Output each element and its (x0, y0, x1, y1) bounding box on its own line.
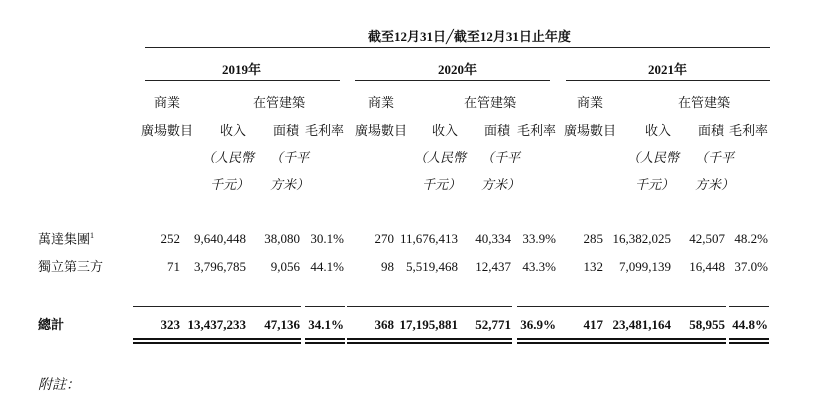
gfa-unit-line1-2020: （千平 (481, 150, 521, 165)
total-double-rule (729, 342, 769, 344)
row-label-wanda-group: 萬達集團$^1$ (38, 231, 95, 247)
gfa-unit-line2-2019: 方米） (270, 177, 310, 192)
total-revenue-2020: 17,195,881 (399, 317, 458, 332)
year-2020-rule (355, 80, 550, 81)
total-revenue-2019: 13,437,233 (187, 317, 246, 332)
cell-revenue-2020: 11,676,413 (399, 231, 458, 246)
gfa-header-line2-2020: 面積 (484, 123, 511, 138)
revenue-unit-line2-2021: 千元） (635, 177, 675, 192)
cell-revenue-2020: 5,519,468 (406, 259, 458, 274)
subtotal-rule (381, 306, 459, 307)
gfa-header-line1-2020: 在管建築 (464, 95, 517, 110)
total-label: 總計 (38, 317, 65, 332)
malls-header-line1-2020: 商業 (368, 95, 395, 110)
subtotal-rule (594, 306, 672, 307)
cell-gfa-2020: 12,437 (475, 259, 511, 274)
margin-header-2021: 毛利率 (729, 123, 769, 138)
total-malls-2019: 323 (160, 317, 180, 332)
gfa-header-line1-2021: 在管建築 (678, 95, 731, 110)
total-double-rule (517, 338, 557, 340)
total-margin-2019: 34.1% (308, 317, 344, 332)
total-double-rule (247, 338, 301, 340)
total-double-rule (169, 338, 247, 340)
subtotal-rule (517, 306, 557, 307)
row-label-independent-third-parties: 獨立第三方 (38, 259, 104, 274)
gfa-unit-line1-2019: （千平 (270, 150, 310, 165)
gfa-unit-line2-2021: 方米） (695, 177, 735, 192)
cell-margin-2021: 48.2% (734, 231, 768, 246)
cell-revenue-2019: 3,796,785 (194, 259, 246, 274)
margin-header-2020: 毛利率 (517, 123, 557, 138)
cell-malls-2019: 252 (160, 231, 180, 246)
total-double-rule (458, 342, 512, 344)
year-2020-heading: 2020年 (438, 62, 478, 77)
total-revenue-2021: 23,481,164 (612, 317, 671, 332)
revenue-unit-line2-2020: 千元） (422, 177, 462, 192)
gfa-header-line1-2019: 在管建築 (253, 95, 306, 110)
cell-gfa-2019: 9,056 (270, 259, 300, 274)
malls-header-line1-2019: 商業 (154, 95, 181, 110)
subtotal-rule (169, 306, 247, 307)
period-title: 截至12月31日╱截至12月31日止年度 (368, 29, 571, 44)
total-double-rule (517, 342, 557, 344)
year-2019-rule (145, 80, 340, 81)
cell-malls-2020: 270 (374, 231, 394, 246)
gfa-header-line2-2019: 面積 (273, 123, 300, 138)
total-malls-2020: 368 (374, 317, 394, 332)
total-double-rule (729, 338, 769, 340)
malls-header-line1-2021: 商業 (577, 95, 604, 110)
gfa-unit-line1-2021: （千平 (695, 150, 735, 165)
cell-malls-2019: 71 (167, 259, 180, 274)
total-gfa-2019: 47,136 (264, 317, 300, 332)
total-margin-2021: 44.8% (732, 317, 768, 332)
subtotal-rule (729, 306, 769, 307)
cell-margin-2019: 30.1% (310, 231, 344, 246)
year-2021-rule (566, 80, 770, 81)
cell-malls-2020: 98 (381, 259, 394, 274)
footnote-marker: 1 (90, 231, 95, 240)
subtotal-rule (672, 306, 726, 307)
cell-margin-2020: 43.3% (522, 259, 556, 274)
revenue-unit-line1-2020: （人民幣 (414, 150, 467, 165)
cell-margin-2021: 37.0% (734, 259, 768, 274)
total-double-rule (381, 338, 459, 340)
total-double-rule (672, 338, 726, 340)
total-gfa-2021: 58,955 (689, 317, 725, 332)
revenue-header-2020: 收入 (432, 123, 459, 138)
revenue-header-2021: 收入 (645, 123, 672, 138)
gfa-header-line2-2021: 面積 (698, 123, 725, 138)
revenue-unit-line1-2021: （人民幣 (627, 150, 680, 165)
margin-header-2019: 毛利率 (305, 123, 345, 138)
total-double-rule (594, 342, 672, 344)
malls-header-line2-2020: 廣場數目 (355, 123, 408, 138)
revenue-unit-line1-2019: （人民幣 (202, 150, 255, 165)
total-double-rule (305, 342, 345, 344)
cell-revenue-2021: 16,382,025 (612, 231, 671, 246)
gfa-unit-line2-2020: 方米） (481, 177, 521, 192)
cell-gfa-2019: 38,080 (264, 231, 300, 246)
header-rule (145, 47, 770, 48)
cell-gfa-2020: 40,334 (475, 231, 511, 246)
malls-header-line2-2019: 廣場數目 (141, 123, 194, 138)
malls-header-line2-2021: 廣場數目 (564, 123, 617, 138)
cell-malls-2021: 285 (583, 231, 603, 246)
year-2021-heading: 2021年 (648, 62, 688, 77)
total-gfa-2020: 52,771 (475, 317, 511, 332)
revenue-header-2019: 收入 (220, 123, 247, 138)
subtotal-rule (305, 306, 345, 307)
notes-label: 附註： (38, 378, 80, 393)
total-double-rule (169, 342, 247, 344)
cell-revenue-2021: 7,099,139 (619, 259, 671, 274)
total-double-rule (381, 342, 459, 344)
total-double-rule (247, 342, 301, 344)
cell-revenue-2019: 9,640,448 (194, 231, 246, 246)
total-margin-2020: 36.9% (520, 317, 556, 332)
total-double-rule (594, 338, 672, 340)
year-2019-heading: 2019年 (222, 62, 262, 77)
cell-margin-2019: 44.1% (310, 259, 344, 274)
cell-gfa-2021: 42,507 (689, 231, 725, 246)
total-double-rule (305, 338, 345, 340)
cell-malls-2021: 132 (583, 259, 603, 274)
cell-margin-2020: 33.9% (522, 231, 556, 246)
total-double-rule (672, 342, 726, 344)
subtotal-rule (458, 306, 512, 307)
cell-gfa-2021: 16,448 (689, 259, 725, 274)
total-double-rule (458, 338, 512, 340)
subtotal-rule (247, 306, 301, 307)
revenue-unit-line2-2019: 千元） (210, 177, 250, 192)
total-malls-2021: 417 (583, 317, 603, 332)
